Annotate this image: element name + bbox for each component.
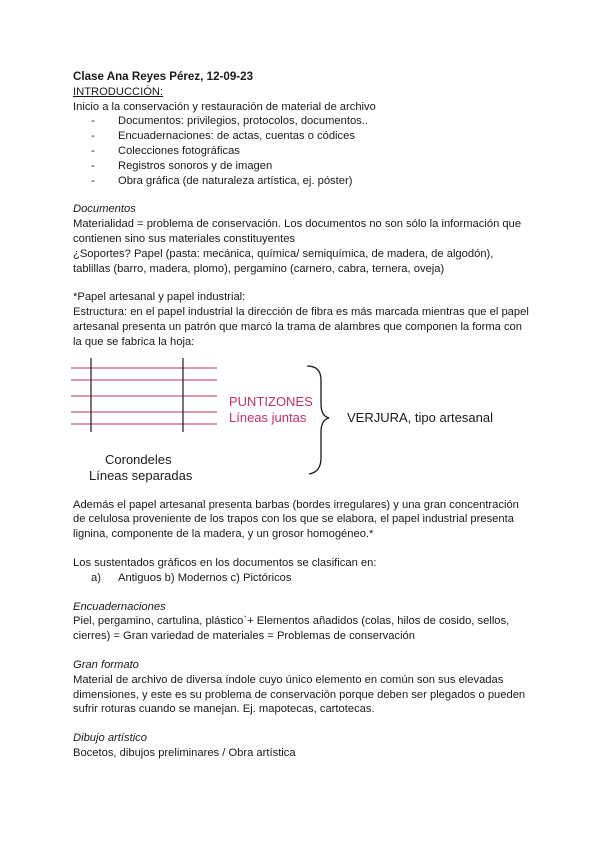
curly-brace-icon [307,366,329,474]
list-item: - Documentos: privilegios, protocolos, documentos.. [91,114,533,129]
section-heading-introduccion: INTRODUCCIÓN: [73,85,164,98]
heading-encuadernaciones: Encuadernaciones [73,600,166,613]
paragraph-estructura: Estructura: en el papel industrial la dirección de fibra es más marcada mientras que el papel artesanal presenta un patrón que marcó la trama de alambres que componen la forma con la que se fabrica la hoja: [73,306,529,348]
paragraph-papel-title: *Papel artesanal y papel industrial: [73,291,246,304]
list-item: - Obra gráfica (de naturaleza artística, ej. póster) [91,174,533,189]
puntizones-lines [71,368,217,424]
list-item: - Registros sonoros y de imagen [91,159,533,174]
verjura-label: VERJURA, tipo artesanal [347,409,493,425]
list-item: - Colecciones fotográficas [91,144,533,159]
list-item: - Encuadernaciones: de actas, cuentas o códices [91,129,533,144]
lineas-separadas-label: Líneas separadas [89,467,193,483]
paragraph-encuadernaciones: Piel, pergamino, cartulina, plástico`+ Elementos añadidos (colas, hilos de cosido, sellos, cierres) = Gran variedad de materiales = Problemas de conservación [73,615,510,643]
lineas-juntas-label: Líneas juntas [229,409,307,425]
document-page [73,70,533,761]
list-label: a) [91,571,101,584]
paragraph-sustentados: Los sustentados gráficos en los documentos se clasifican en: [73,556,377,569]
paragraph-soportes: ¿Soportes? Papel (pasta: mecánica, química/ semiquímica, de madera, de algodón), tablillas (barro, madera, plomo), pergamino (carnero, cabra, ternera, oveja) [73,247,494,275]
paragraph-gran-formato: Material de archivo de diversa índole cuyo único elemento en común son sus elevadas dimensiones, y este es su problema de conservación porque deben ser plegados o pueden sufrir roturas cuando se manejan. Ej. mapotecas, cartotecas. [73,673,526,716]
paragraph-barbas: Además el papel artesanal presenta barbas (bordes irregulares) y una gran concentración de celulosa proveniente de los trapos con los que se elabora, el papel industrial presenta lignina, componente de la madera, y un grosor homogéneo.* [73,498,519,541]
heading-dibujo-artistico: Dibujo artístico [73,732,147,745]
paragraph-materialidad: Materialidad = problema de conservación. Los documentos no son sólo la información que contienen sino sus materiales constituyentes [73,218,522,245]
page-title: Clase Ana Reyes Pérez, 12-09-23 [73,70,254,83]
intro-list [73,114,533,188]
corondeles-label: Corondeles [105,451,172,467]
sustentados-list [73,571,533,586]
list-item: Antiguos b) Modernos c) Pictóricos [118,571,292,584]
puntizones-label: PUNTIZONES [229,393,313,409]
verjura-diagram [71,354,533,492]
heading-gran-formato: Gran formato [73,658,139,671]
intro-text: Inicio a la conservación y restauración de material de archivo [73,100,376,113]
paragraph-dibujo-artistico: Bocetos, dibujos preliminares / Obra artística [73,746,296,759]
verjura-sketch [71,354,531,492]
corondeles-lines [91,358,183,432]
heading-documentos: Documentos [73,203,136,216]
